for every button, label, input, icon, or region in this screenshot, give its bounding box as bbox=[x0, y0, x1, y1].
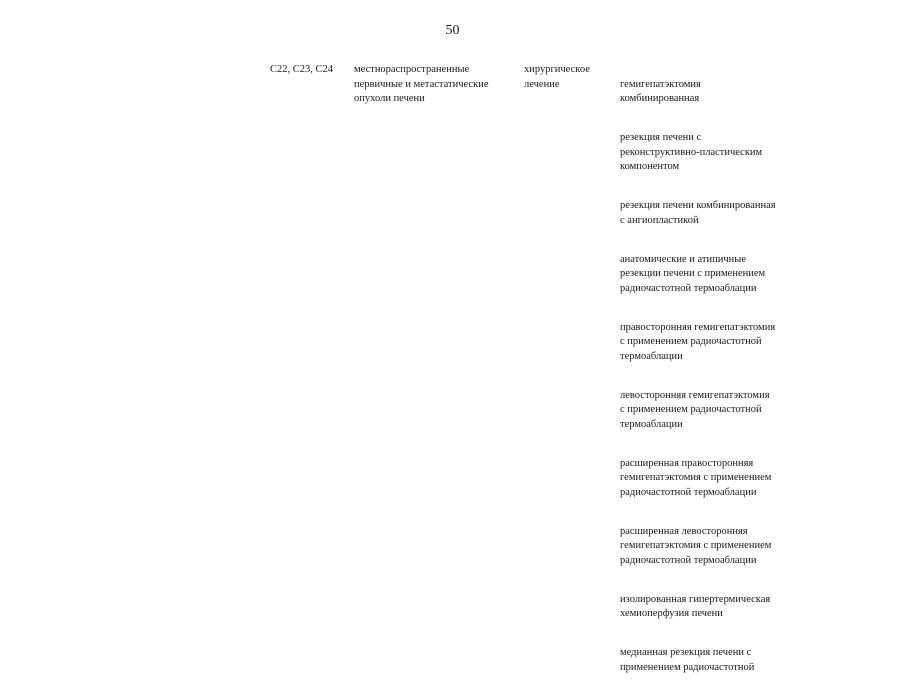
method-item: резекция печени с реконструктивно-пластическим компонентом bbox=[620, 132, 763, 172]
method-item: гемигепатэктомия комбинированная bbox=[620, 78, 701, 104]
method-item: изолированная гипертермическая хемиоперфузия печени bbox=[620, 593, 771, 619]
method-item: анатомические и атипичные резекции печени с применением радиочастотной термоаблации bbox=[620, 253, 766, 294]
treatment-methods-list bbox=[620, 63, 800, 700]
method-item: левосторонняя гемигепатэктомия с применением радиочастотной термоаблации bbox=[620, 389, 770, 430]
icd-codes-cell: C22, C23, C24 bbox=[270, 64, 334, 75]
method-item: расширенная правосторонняя гемигепатэктомия с применением радиочастотной термоаблации bbox=[620, 457, 772, 498]
page-number: 50 bbox=[445, 23, 460, 38]
method-item: медианная резекция печени с применением радиочастотной bbox=[620, 647, 755, 673]
method-item: резекция печени комбинированная с ангиопластикой bbox=[620, 200, 776, 226]
method-item: правосторонняя гемигепатэктомия с применением радиочастотной термоаблации bbox=[620, 321, 776, 362]
diagnosis-cell: местнораспространенные первичные и метастатические опухоли печени bbox=[354, 64, 489, 104]
method-item: расширенная левосторонняя гемигепатэктомия с применением радиочастотной термоаблации bbox=[620, 525, 772, 566]
treatment-type-cell: хирургическое лечение bbox=[524, 64, 590, 90]
